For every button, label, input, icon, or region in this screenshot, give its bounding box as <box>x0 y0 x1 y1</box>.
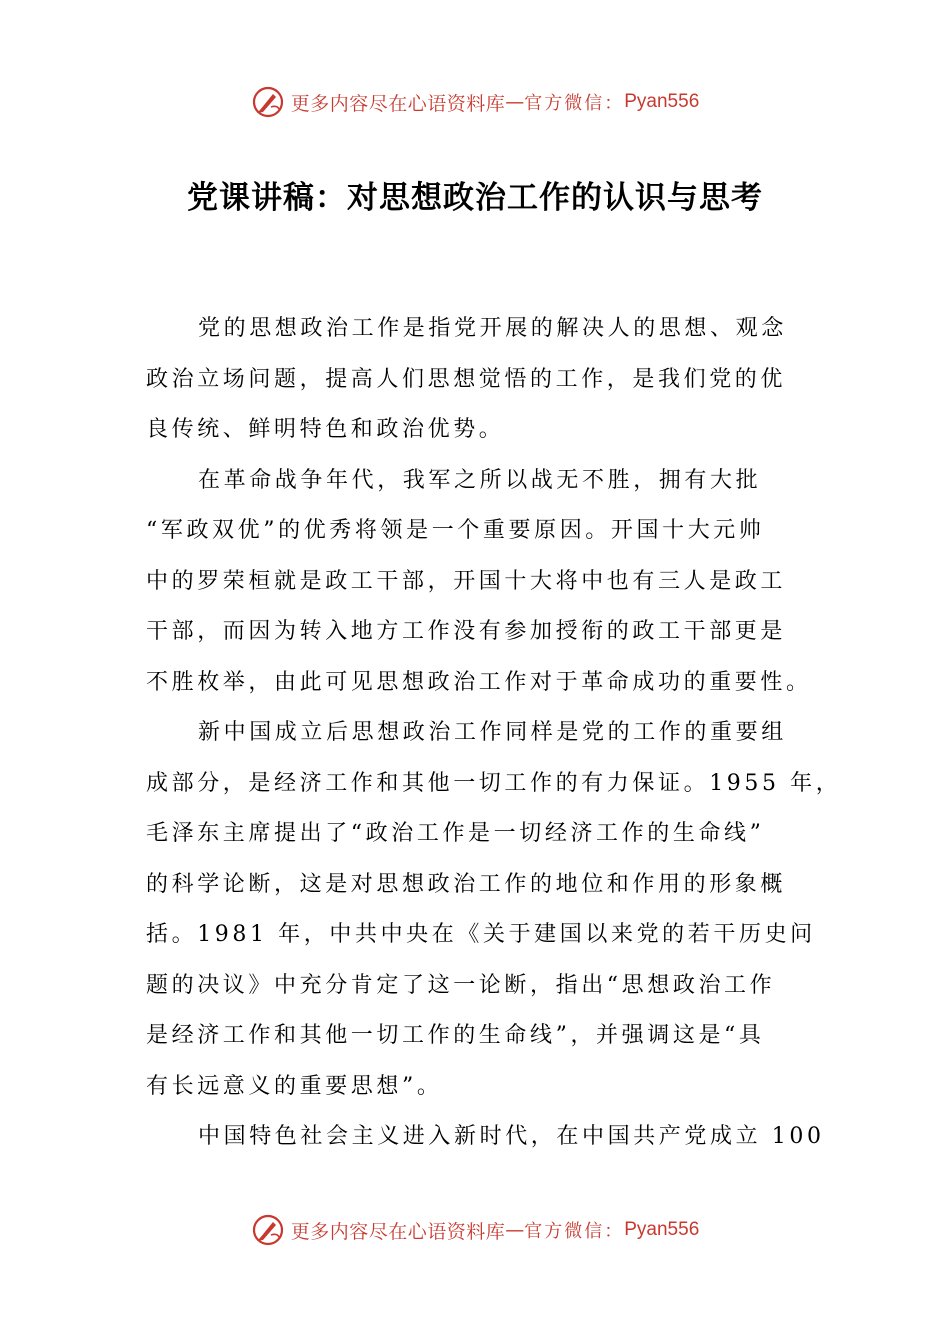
document-body <box>146 304 842 1163</box>
watermark-wechat-label: 官方微信： <box>524 93 625 114</box>
watermark-site-name: 更多内容尽在心语资料库 <box>290 1220 506 1243</box>
footer-watermark <box>0 1210 950 1250</box>
watermark-site-name: 更多内容尽在心语资料库 <box>290 92 506 115</box>
pen-logo-icon <box>251 1213 285 1247</box>
text-line: “军政双优”的优秀将领是一个重要原因。开国十大元帅 <box>146 518 765 543</box>
text-line: 不胜枚举，由此可见思想政治工作对于革命成功的重要性。 <box>146 669 812 695</box>
text-line: 新中国成立后思想政治工作同样是党的工作的重要组 <box>198 720 787 745</box>
paragraph <box>146 304 808 456</box>
pen-logo-icon <box>251 85 285 119</box>
text-line: 在革命战争年代，我军之所以战无不胜，拥有大批 <box>198 467 762 493</box>
watermark-dash: — <box>505 1219 525 1241</box>
watermark-dash: — <box>505 91 525 113</box>
text-line: 成部分，是经济工作和其他一切工作的有力保证。1955 年， <box>146 770 842 796</box>
text-line: 政治立场问题，提高人们思想觉悟的工作，是我们党的优 <box>146 366 787 392</box>
watermark-wechat-id: Pyan556 <box>624 1219 700 1240</box>
text-line: 中的罗荣桓就是政工干部，开国十大将中也有三人是政工 <box>146 568 787 594</box>
watermark-wechat-label: 官方微信： <box>524 1221 625 1242</box>
text-line: 有长远意义的重要思想”。 <box>146 1073 443 1099</box>
watermark-wechat-id: Pyan556 <box>624 91 700 112</box>
header-watermark <box>0 82 950 122</box>
text-line: 是经济工作和其他一切工作的生命线”，并强调这是“具 <box>146 1023 765 1048</box>
text-line: 干部，而因为转入地方工作没有参加授衔的政工干部更是 <box>146 619 787 644</box>
text-line: 良传统、鲜明特色和政治优势。 <box>146 417 505 442</box>
paragraph <box>146 708 842 1112</box>
text-line: 题的决议》中充分肯定了这一论断，指出“思想政治工作 <box>146 972 776 998</box>
text-line: 毛泽东主席提出了“政治工作是一切经济工作的生命线” <box>146 821 765 846</box>
text-line: 党的思想政治工作是指党开展的解决人的思想、观念 <box>198 316 787 341</box>
paragraph <box>146 1112 825 1163</box>
paragraph <box>146 456 812 709</box>
document-title: 党课讲稿：对思想政治工作的认识与思考 <box>187 180 763 216</box>
text-line: 中国特色社会主义进入新时代，在中国共产党成立 100 <box>198 1124 825 1149</box>
text-line: 括。1981 年，中共中央在《关于建国以来党的若干历史问 <box>146 922 816 947</box>
text-line: 的科学论断，这是对思想政治工作的地位和作用的形象概 <box>146 871 787 897</box>
